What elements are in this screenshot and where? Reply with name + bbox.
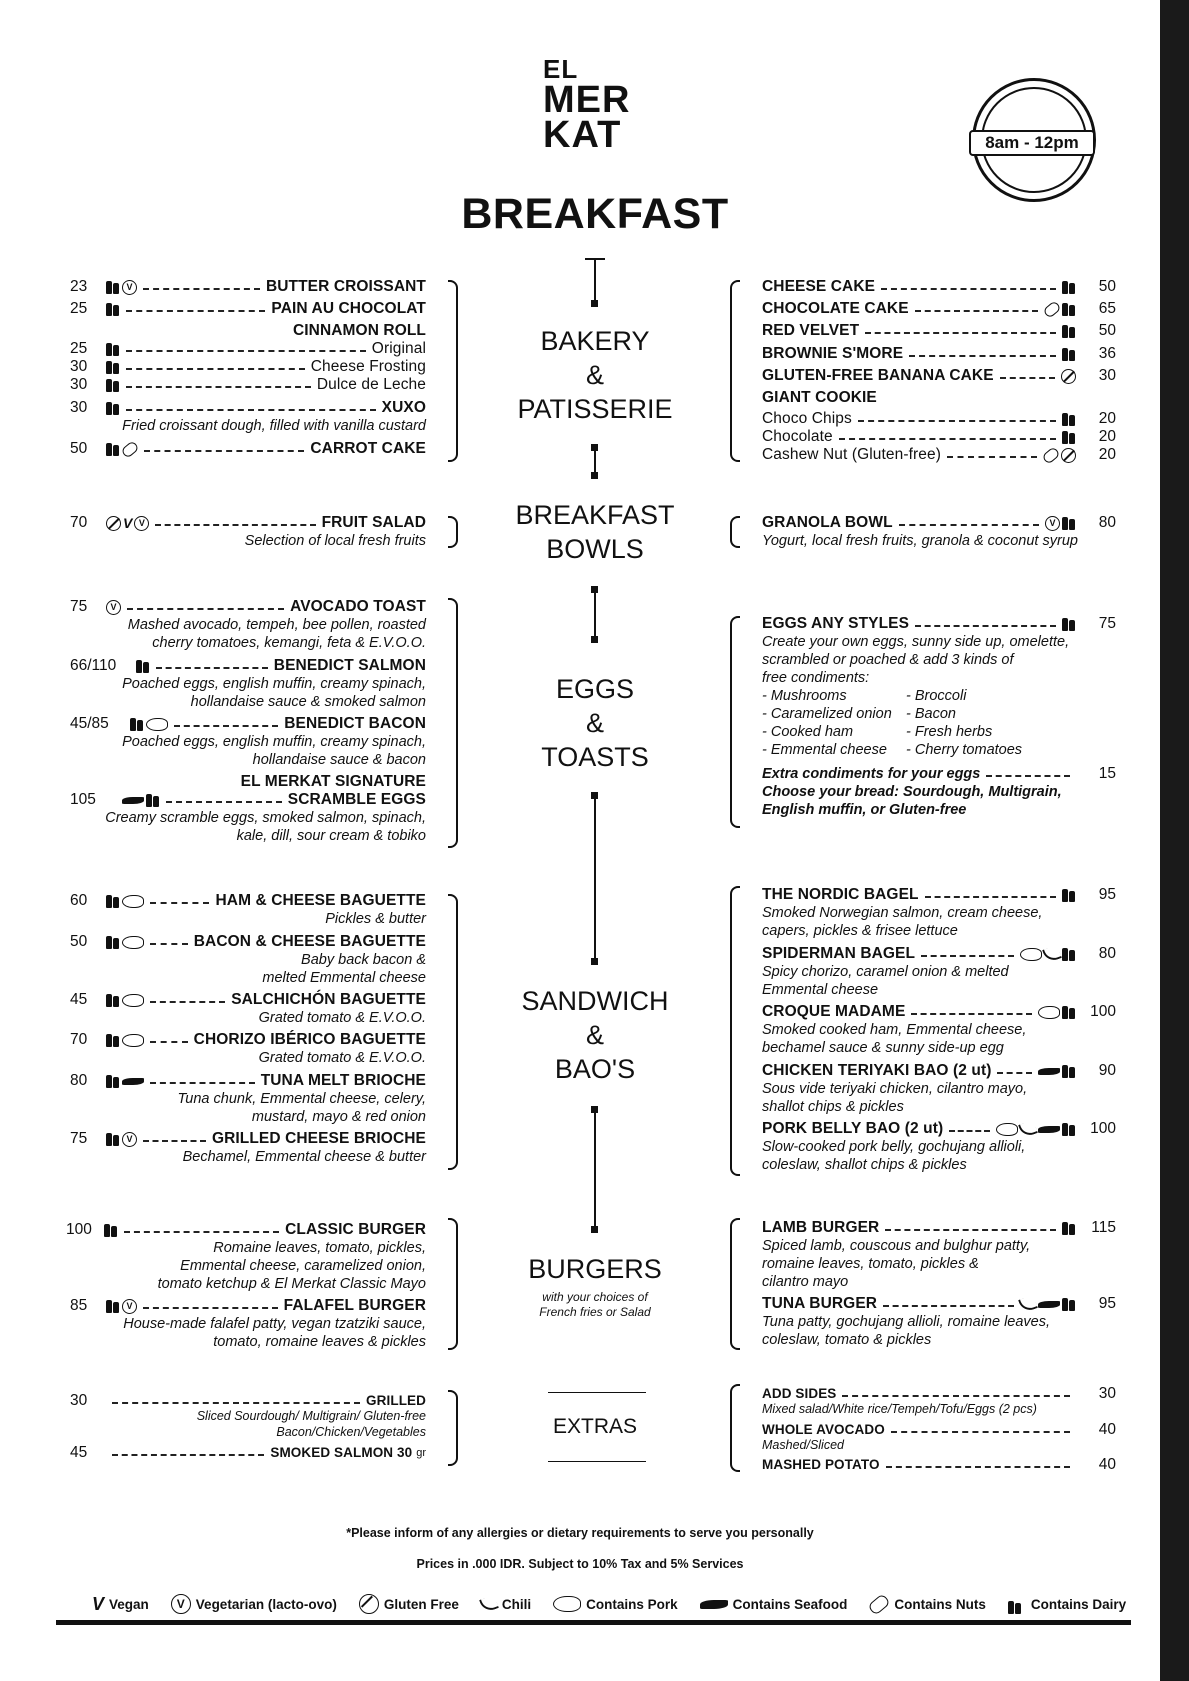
menu-subitem [70,340,426,358]
nuts-icon [868,1593,892,1616]
item-name: SALCHICHÓN BAGUETTE [231,991,426,1008]
item-price: 30 [1098,1385,1116,1402]
item-description: Smoked cooked ham, Emmental cheese, bechamel sauce & sunny side-up egg [762,1022,1027,1056]
item-price: 115 [1091,1219,1116,1236]
section-eggs [480,672,710,774]
item-price: 25 [70,340,88,357]
item-name: Original [371,340,426,357]
logo-line-3: KAT [543,114,622,156]
item-name: Extra condiments for your eggs [762,766,981,782]
dairy-icon [1062,280,1076,294]
dairy-icon [130,717,144,731]
item-description: Spicy chorizo, caramel onion & melted Emmental cheese [762,964,1009,998]
legend-item: V Vegetarian (lacto-ovo) [171,1594,337,1614]
vegetarian-icon: V [134,516,149,531]
item-name: GIANT COOKIE [762,389,877,406]
brand-logo [543,54,643,156]
item-name: CHICKEN TERIYAKI BAO (2 ut) [762,1062,992,1079]
pork-icon [122,1034,144,1047]
item-price: 75 [1098,615,1116,632]
item-price: 30 [70,1392,88,1409]
chili-icon [1018,1120,1038,1139]
item-name: THE NORDIC BAGEL [762,886,919,903]
hours-text: 8am - 12pm [969,130,1095,156]
item-description: Selection of local fresh fruits [244,533,426,549]
item-price: 90 [1098,1062,1116,1079]
menu-subitem [762,446,1116,464]
seafood-icon [1038,1126,1060,1133]
pork-icon [996,1123,1018,1136]
item-price: 20 [1098,410,1116,427]
bottom-rule [56,1620,1131,1625]
item-price: 95 [1098,886,1116,903]
item-price: 50 [70,933,88,950]
divider-line [594,258,596,304]
legend-item: Contains Nuts [869,1597,986,1612]
pork-icon [122,994,144,1007]
item-price: 40 [1098,1456,1116,1473]
divider-line [594,1110,596,1228]
bracket [448,598,458,848]
dairy-icon [136,659,150,673]
item-description: Spiced lamb, couscous and bulghur patty, romaine leaves, tomato, pickles & cilantro mayo [762,1238,1031,1290]
dairy-icon [1062,412,1076,426]
item-description: Fried croissant dough, filled with vanilla custard [122,418,426,434]
item-price: 23 [70,278,88,295]
section-title: & [585,1020,604,1050]
dairy-icon [106,342,120,356]
nuts-icon [1042,300,1061,319]
section-title: SANDWICH [521,986,669,1016]
dairy-icon [1062,617,1076,631]
item-name: EGGS ANY STYLES [762,615,910,632]
menu-item [70,1130,426,1148]
vegan-icon: V [92,1594,105,1614]
legend [92,1594,1126,1614]
item-price: 66/110 [70,657,117,674]
item-name: Chocolate [762,428,833,445]
item-price: 85 [70,1297,88,1314]
menu-item [762,886,1116,904]
menu-subitem [762,410,1116,428]
item-description: Creamy scramble eggs, smoked salmon, spinach, kale, dill, sour cream & tobiko [105,810,426,844]
item-description: Slow-cooked pork belly, gochujang allioli, coleslaw, shallot chips & pickles [762,1139,1026,1173]
pork-icon [122,895,144,908]
item-name: SPIDERMAN BAGEL [762,945,916,962]
bracket [730,280,740,462]
item-price: 40 [1098,1421,1116,1438]
seafood-icon [700,1600,728,1609]
bracket [730,1384,740,1472]
item-price: 36 [1098,345,1116,362]
menu-item [762,322,1116,340]
divider-line [594,447,596,475]
item-price: 100 [1090,1003,1116,1020]
item-price: 100 [1090,1120,1116,1137]
bracket [730,516,740,548]
section-title: & [585,360,604,390]
dairy-icon [1062,1064,1076,1078]
logo-line-2: MER [543,79,631,121]
item-name: FALAFEL BURGER [283,1297,426,1314]
dairy-icon [106,993,120,1007]
item-price: 30 [70,399,88,416]
item-name: CARROT CAKE [310,440,426,457]
section-title: BURGERS [528,1254,662,1284]
dairy-icon [104,1223,118,1237]
condiment-list: - Mushrooms - Caramelized onion - Cooked ham - Emmental cheese [762,688,892,758]
dairy-icon [106,1132,120,1146]
vegan-icon: V [123,515,133,531]
dairy-icon [1062,516,1076,530]
legend-item: Gluten Free [359,1594,459,1614]
section-bowls [480,498,710,566]
divider-line [548,1461,646,1462]
item-price: 25 [70,300,88,317]
section-extras: EXTRAS [552,1415,638,1438]
seafood-icon [1038,1068,1060,1075]
item-name: CLASSIC BURGER [285,1221,426,1238]
menu-subitem [762,428,1116,446]
bread-note: Choose your bread: Sourdough, Multigrain, English muffin, or Gluten-free [762,784,1062,818]
menu-item [70,892,426,910]
item-unit: gr [416,1447,426,1459]
item-name: AVOCADO TOAST [290,598,426,615]
pork-icon [1020,948,1042,961]
item-description: Sous vide teriyaki chicken, cilantro mayo, shallot chips & pickles [762,1081,1028,1115]
item-price: 30 [70,376,88,393]
item-description: Poached eggs, english muffin, creamy spinach, hollandaise sauce & bacon [122,734,426,768]
section-burgers [480,1252,710,1320]
condiment-list: - Broccoli - Bacon - Fresh herbs - Cherry tomatoes [906,688,1023,758]
allergy-note: *Please inform of any allergies or dietary requirements to serve you personally [346,1526,814,1540]
item-description: Mashed/Sliced [762,1438,844,1452]
section-sandwich [480,984,710,1086]
dairy-icon [1062,1297,1076,1311]
item-price: 70 [70,514,88,531]
item-name: CINNAMON ROLL [292,322,426,339]
section-subtitle [480,1290,710,1320]
menu-item [70,1031,426,1049]
bracket [448,1390,458,1466]
menu-item [70,1072,426,1090]
menu-item [70,322,426,340]
menu-item [762,300,1116,318]
menu-item [762,1219,1116,1237]
dairy-icon [106,1299,120,1313]
item-name: CHOCOLATE CAKE [762,300,909,317]
nuts-icon [1041,446,1060,465]
section-subtitle-line: with your choices of [542,1290,648,1304]
item-name: GRILLED CHEESE BRIOCHE [211,1130,426,1147]
item-name: LAMB BURGER [762,1219,880,1236]
item-description: Tuna patty, gochujang allioli, romaine leaves, coleslaw, tomato & pickles [762,1314,1051,1348]
menu-item [70,991,426,1009]
section-title: BOWLS [546,534,644,564]
seafood-icon [1038,1301,1060,1308]
dairy-icon [1062,430,1076,444]
gluten-free-icon [1061,369,1076,384]
vegetarian-icon: V [106,600,121,615]
menu-item [762,514,1116,532]
menu-item [762,345,1116,363]
section-subtitle-line: French fries or Salad [539,1305,651,1319]
pork-icon [146,718,168,731]
item-description: Tuna chunk, Emmental cheese, celery, mustard, mayo & red onion [177,1091,426,1125]
section-title: BAKERY [540,326,650,356]
divider-dot [591,636,598,643]
item-name: Cheese Frosting [310,358,426,375]
item-description: Poached eggs, english muffin, creamy spinach, hollandaise sauce & smoked salmon [122,676,426,710]
dairy-icon [1062,1221,1076,1235]
item-price: 30 [1098,367,1116,384]
menu-subitem [70,358,426,376]
section-title: BAO'S [554,1054,636,1084]
menu-item [70,773,426,791]
menu-item [762,1295,1116,1313]
item-price: 70 [70,1031,88,1048]
dairy-icon [106,302,120,316]
item-name: GRILLED [366,1393,426,1408]
item-name: CHEESE CAKE [762,278,876,295]
legend-item: Contains Seafood [700,1597,848,1612]
menu-item [762,1456,1116,1474]
item-price: 80 [70,1072,88,1089]
item-price: 80 [1098,945,1116,962]
item-price: 20 [1098,446,1116,463]
item-price: 65 [1098,300,1116,317]
menu-item [70,1444,426,1462]
item-price: 45/85 [70,715,109,732]
item-name: RED VELVET [762,322,860,339]
divider-dot [591,1226,598,1233]
item-name: TUNA BURGER [762,1295,878,1312]
item-price: 80 [1098,514,1116,531]
item-name: GRANOLA BOWL [762,514,893,531]
legend-item: V Vegan [92,1594,149,1614]
dairy-icon [106,442,120,456]
item-price: 15 [1098,765,1116,782]
pork-icon [122,936,144,949]
item-description: Bechamel, Emmental cheese & butter [182,1149,426,1165]
item-price: 20 [1098,428,1116,445]
menu-item [70,657,426,675]
gluten-free-icon [359,1594,379,1614]
menu-item [70,300,426,318]
menu-item [70,514,426,532]
menu-subitem [70,376,426,394]
gluten-free-icon [1061,448,1076,463]
item-description: Create your own eggs, sunny side up, omelette, scrambled or poached & add 3 kinds of free condiments: [762,634,1070,686]
item-name: BROWNIE S'MORE [762,345,904,362]
item-name: TUNA MELT BRIOCHE [260,1072,426,1089]
item-price: 60 [70,892,88,909]
dairy-icon [106,1074,120,1088]
item-description: Romaine leaves, tomato, pickles, Emmental cheese, caramelized onion, tomato ketchup & El Merkat Classic Mayo [157,1240,426,1292]
menu-item [762,278,1116,296]
item-name: CROQUE MADAME [762,1003,906,1020]
dairy-icon [1062,1005,1076,1019]
item-name: SMOKED SALMON 30 [270,1445,413,1460]
menu-item [762,367,1116,385]
dairy-icon [1062,302,1076,316]
item-description: Mixed salad/White rice/Tempeh/Tofu/Eggs (2 pcs) [762,1402,1037,1416]
dairy-icon [106,1033,120,1047]
item-name: FRUIT SALAD [321,514,426,531]
item-name: BUTTER CROISSANT [265,278,426,295]
item-description: Baby back bacon & melted Emmental cheese [262,952,426,986]
page-title: BREAKFAST [461,190,729,238]
item-name: SCRAMBLE EGGS [287,791,426,808]
dairy-icon [1062,1122,1076,1136]
divider-line [594,796,596,960]
item-description: Smoked Norwegian salmon, cream cheese, capers, pickles & frisee lettuce [762,905,1043,939]
item-price: 30 [70,358,88,375]
item-name: Cashew Nut (Gluten-free) [762,446,941,463]
dairy-icon [1062,347,1076,361]
vegetarian-icon: V [122,280,137,295]
dairy-icon [146,793,160,807]
menu-item [70,715,426,733]
menu-item [762,945,1116,963]
item-name: BENEDICT BACON [284,715,426,732]
bracket [448,1218,458,1350]
menu-item [762,615,1116,633]
item-price: 45 [70,1444,88,1461]
item-price: 95 [1098,1295,1116,1312]
item-name: CHORIZO IBÉRICO BAGUETTE [193,1031,426,1048]
seafood-icon [122,1078,144,1085]
section-title: TOASTS [541,742,649,772]
dairy-icon [106,401,120,415]
item-description: Sliced Sourdough/ Multigrain/ Gluten-free Bacon/Chicken/Vegetables [196,1409,426,1439]
bracket [730,616,740,828]
dairy-icon [106,378,120,392]
item-description: Mashed avocado, tempeh, bee pollen, roasted cherry tomatoes, kemangi, feta & E.V.O.O. [127,617,426,651]
item-name: XUXO [381,399,426,416]
menu-item [70,933,426,951]
bracket [730,1218,740,1350]
item-price: 45 [70,991,88,1008]
section-title: & [585,708,604,738]
divider-dot [591,958,598,965]
dairy-icon [106,280,120,294]
menu-item [70,791,426,809]
section-bakery [480,324,710,426]
item-name: PAIN AU CHOCOLAT [271,300,426,317]
dairy-icon [1062,947,1076,961]
menu-item [762,1062,1116,1080]
prices-note: Prices in .000 IDR. Subject to 10% Tax and 5% Services [416,1557,744,1571]
dairy-icon [106,935,120,949]
item-price: 75 [70,598,88,615]
nuts-icon [120,440,139,459]
divider-dot [591,300,598,307]
item-price: 100 [66,1221,92,1238]
menu-item [70,399,426,417]
dairy-icon [106,360,120,374]
legend-item: Contains Pork [553,1596,678,1612]
legend-item: Contains Dairy [1008,1594,1126,1614]
vegetarian-icon: V [122,1132,137,1147]
dairy-icon [1008,1594,1026,1614]
section-title: PATISSERIE [517,394,673,424]
menu-item [70,440,426,458]
item-name: ADD SIDES [762,1386,837,1401]
menu-item [762,1003,1116,1021]
bracket [448,894,458,1170]
item-price: 50 [70,440,88,457]
menu-item [70,278,426,296]
item-name: Dulce de Leche [316,376,426,393]
item-price: 50 [1098,322,1116,339]
dairy-icon [1062,324,1076,338]
bracket [448,516,458,548]
chili-icon [479,1595,499,1614]
divider-dot [591,472,598,479]
item-price: 75 [70,1130,88,1147]
vegetarian-icon: V [122,1299,137,1314]
item-name: Choco Chips [762,410,852,427]
item-description: Yogurt, local fresh fruits, granola & coconut syrup [762,533,1078,549]
gluten-free-icon [106,516,121,531]
section-title: EGGS [555,674,635,704]
divider-line [548,1392,646,1393]
item-description: Pickles & butter [325,911,426,927]
item-description: House-made falafel patty, vegan tzatziki sauce, tomato, romaine leaves & pickles [123,1316,426,1350]
menu-item [70,1297,426,1315]
divider-line [594,590,596,640]
vegetarian-icon: V [171,1594,191,1614]
logo-line-1: EL [543,54,579,84]
pork-icon [553,1596,581,1612]
chili-icon [1042,945,1062,964]
item-price: 50 [1098,278,1116,295]
menu-item [66,1221,426,1239]
menu-item [762,389,1116,407]
item-name: MASHED POTATO [762,1457,880,1472]
menu-item [762,1120,1116,1138]
dairy-icon [106,894,120,908]
item-name: WHOLE AVOCADO [762,1422,885,1437]
menu-item [762,765,1116,783]
pork-icon [1038,1006,1060,1019]
vegetarian-icon: V [1045,516,1060,531]
item-description: Grated tomato & E.V.O.O. [258,1010,426,1026]
dairy-icon [1062,888,1076,902]
item-name: HAM & CHEESE BAGUETTE [215,892,426,909]
item-name: BACON & CHEESE BAGUETTE [193,933,426,950]
legend-item: Chili [481,1597,531,1612]
bracket [730,886,740,1176]
item-price: 105 [70,791,96,808]
item-name: EL MERKAT SIGNATURE [240,773,426,790]
section-title: BREAKFAST [515,500,675,530]
item-name: PORK BELLY BAO (2 ut) [762,1120,944,1137]
item-name: GLUTEN-FREE BANANA CAKE [762,367,994,384]
chili-icon [1018,1295,1038,1314]
bracket [448,280,458,462]
hours-badge [972,78,1096,202]
seafood-icon [122,797,144,804]
item-name: BENEDICT SALMON [273,657,426,674]
menu-item [70,598,426,616]
item-description: Grated tomato & E.V.O.O. [258,1050,426,1066]
